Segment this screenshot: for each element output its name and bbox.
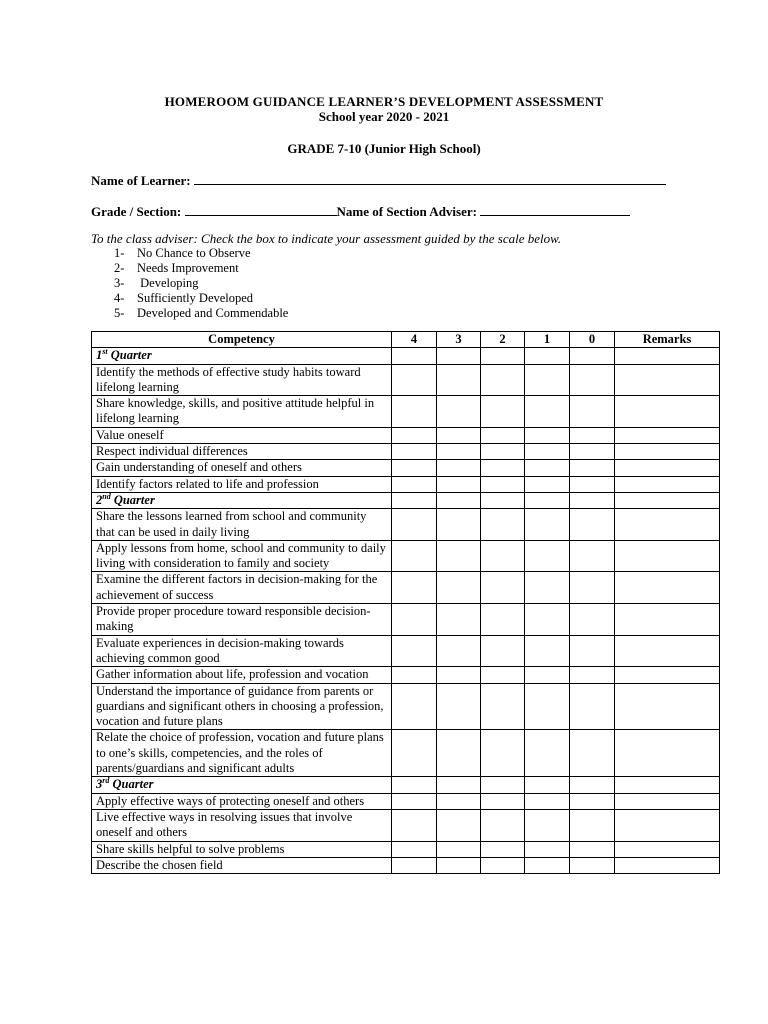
score-checkbox-cell[interactable] bbox=[525, 635, 570, 667]
score-checkbox-cell[interactable] bbox=[481, 540, 525, 572]
remarks-cell[interactable] bbox=[615, 683, 720, 730]
score-checkbox-cell[interactable] bbox=[392, 635, 437, 667]
score-checkbox-cell[interactable] bbox=[570, 476, 615, 492]
competency-cell: Gather information about life, profession and vocation bbox=[92, 667, 392, 683]
scale-item bbox=[114, 291, 288, 306]
quarter-suffix: rd bbox=[102, 776, 110, 786]
score-checkbox-cell[interactable] bbox=[481, 604, 525, 636]
table-row bbox=[92, 572, 720, 604]
scale-item bbox=[114, 306, 288, 321]
score-checkbox-cell[interactable] bbox=[570, 683, 615, 730]
table-header-row bbox=[92, 332, 720, 348]
score-checkbox-cell[interactable] bbox=[481, 730, 525, 777]
competency-header: Competency bbox=[92, 332, 392, 348]
score-checkbox-cell[interactable] bbox=[525, 809, 570, 841]
quarter-row bbox=[92, 348, 720, 364]
competency-cell: Respect individual differences bbox=[92, 444, 392, 460]
score-checkbox-cell[interactable] bbox=[481, 348, 525, 364]
score-header: 0 bbox=[570, 332, 615, 348]
score-checkbox-cell[interactable] bbox=[392, 841, 437, 857]
table-row bbox=[92, 604, 720, 636]
score-checkbox-cell[interactable] bbox=[392, 444, 437, 460]
score-checkbox-cell[interactable] bbox=[570, 509, 615, 541]
score-checkbox-cell[interactable] bbox=[525, 683, 570, 730]
score-checkbox-cell[interactable] bbox=[392, 857, 437, 873]
competency-cell: Share skills helpful to solve problems bbox=[92, 841, 392, 857]
score-checkbox-cell[interactable] bbox=[392, 427, 437, 443]
score-checkbox-cell[interactable] bbox=[392, 730, 437, 777]
remarks-cell[interactable] bbox=[615, 444, 720, 460]
competency-cell: Apply lessons from home, school and community to daily living with consideration to family and society bbox=[92, 540, 392, 572]
score-checkbox-cell[interactable] bbox=[481, 460, 525, 476]
score-header: 4 bbox=[392, 332, 437, 348]
score-checkbox-cell[interactable] bbox=[437, 460, 481, 476]
score-checkbox-cell[interactable] bbox=[481, 857, 525, 873]
score-checkbox-cell[interactable] bbox=[437, 348, 481, 364]
scale-label: Needs Improvement bbox=[137, 261, 239, 275]
score-checkbox-cell[interactable] bbox=[525, 427, 570, 443]
score-checkbox-cell[interactable] bbox=[437, 777, 481, 793]
adviser-label: Name of Section Adviser: bbox=[336, 204, 477, 219]
score-checkbox-cell[interactable] bbox=[481, 809, 525, 841]
score-checkbox-cell[interactable] bbox=[392, 509, 437, 541]
score-checkbox-cell[interactable] bbox=[437, 476, 481, 492]
remarks-cell[interactable] bbox=[615, 793, 720, 809]
competency-cell: Provide proper procedure toward responsible decision-making bbox=[92, 604, 392, 636]
score-checkbox-cell[interactable] bbox=[392, 777, 437, 793]
table-row bbox=[92, 857, 720, 873]
score-checkbox-cell[interactable] bbox=[437, 793, 481, 809]
remarks-cell[interactable] bbox=[615, 667, 720, 683]
score-checkbox-cell[interactable] bbox=[570, 348, 615, 364]
remarks-header: Remarks bbox=[615, 332, 720, 348]
table-row bbox=[92, 683, 720, 730]
scale-item bbox=[114, 261, 288, 276]
score-checkbox-cell[interactable] bbox=[392, 348, 437, 364]
score-checkbox-cell[interactable] bbox=[437, 809, 481, 841]
score-checkbox-cell[interactable] bbox=[570, 572, 615, 604]
score-checkbox-cell[interactable] bbox=[525, 540, 570, 572]
score-checkbox-cell[interactable] bbox=[481, 476, 525, 492]
competency-cell: Identify factors related to life and profession bbox=[92, 476, 392, 492]
quarter-word: Quarter bbox=[110, 492, 155, 507]
score-checkbox-cell[interactable] bbox=[525, 777, 570, 793]
competency-cell: Value oneself bbox=[92, 427, 392, 443]
score-checkbox-cell[interactable] bbox=[392, 683, 437, 730]
competency-cell: Evaluate experiences in decision-making towards achieving common good bbox=[92, 635, 392, 667]
scale-number: 1- bbox=[114, 246, 125, 260]
scale-number: 2- bbox=[114, 261, 125, 275]
form-title: HOMEROOM GUIDANCE LEARNER’S DEVELOPMENT ASSESSMENT bbox=[164, 94, 604, 109]
quarter-suffix: nd bbox=[102, 491, 111, 501]
score-checkbox-cell[interactable] bbox=[392, 540, 437, 572]
score-checkbox-cell[interactable] bbox=[570, 667, 615, 683]
score-checkbox-cell[interactable] bbox=[525, 396, 570, 428]
remarks-cell[interactable] bbox=[615, 730, 720, 777]
score-checkbox-cell[interactable] bbox=[481, 841, 525, 857]
quarter-label bbox=[92, 492, 392, 508]
remarks-cell[interactable] bbox=[615, 348, 720, 364]
score-checkbox-cell[interactable] bbox=[525, 348, 570, 364]
competency-cell: Gain understanding of oneself and others bbox=[92, 460, 392, 476]
score-checkbox-cell[interactable] bbox=[481, 509, 525, 541]
grade-level: GRADE 7-10 (Junior High School) bbox=[287, 141, 481, 156]
remarks-cell[interactable] bbox=[615, 492, 720, 508]
competency-cell: Describe the chosen field bbox=[92, 857, 392, 873]
score-checkbox-cell[interactable] bbox=[481, 427, 525, 443]
quarter-label bbox=[92, 777, 392, 793]
quarter-number: 1 bbox=[96, 348, 103, 363]
score-checkbox-cell[interactable] bbox=[437, 540, 481, 572]
score-checkbox-cell[interactable] bbox=[481, 364, 525, 396]
table-row bbox=[92, 509, 720, 541]
score-checkbox-cell[interactable] bbox=[437, 604, 481, 636]
competency-table bbox=[91, 331, 720, 874]
score-checkbox-cell[interactable] bbox=[481, 793, 525, 809]
score-checkbox-cell[interactable] bbox=[570, 841, 615, 857]
grade-section-blank[interactable] bbox=[185, 203, 337, 216]
score-checkbox-cell[interactable] bbox=[481, 396, 525, 428]
score-checkbox-cell[interactable] bbox=[437, 509, 481, 541]
rating-scale bbox=[114, 246, 288, 321]
score-checkbox-cell[interactable] bbox=[570, 364, 615, 396]
score-checkbox-cell[interactable] bbox=[525, 460, 570, 476]
section-line bbox=[91, 203, 630, 220]
score-checkbox-cell[interactable] bbox=[570, 730, 615, 777]
scale-number: 3- bbox=[114, 276, 125, 290]
adviser-blank[interactable] bbox=[480, 203, 630, 216]
score-checkbox-cell[interactable] bbox=[437, 364, 481, 396]
score-checkbox-cell[interactable] bbox=[525, 730, 570, 777]
score-checkbox-cell[interactable] bbox=[437, 841, 481, 857]
score-checkbox-cell[interactable] bbox=[481, 683, 525, 730]
score-checkbox-cell[interactable] bbox=[481, 667, 525, 683]
competency-cell: Understand the importance of guidance from parents or guardians and significant others in choosing a profession, vocation and future plans bbox=[92, 683, 392, 730]
score-checkbox-cell[interactable] bbox=[392, 396, 437, 428]
table-row bbox=[92, 793, 720, 809]
score-checkbox-cell[interactable] bbox=[570, 427, 615, 443]
score-checkbox-cell[interactable] bbox=[525, 857, 570, 873]
scale-label: Sufficiently Developed bbox=[137, 291, 254, 305]
score-checkbox-cell[interactable] bbox=[570, 492, 615, 508]
score-checkbox-cell[interactable] bbox=[437, 635, 481, 667]
score-checkbox-cell[interactable] bbox=[570, 604, 615, 636]
quarter-number: 3 bbox=[96, 777, 103, 792]
table-row bbox=[92, 364, 720, 396]
remarks-cell[interactable] bbox=[615, 540, 720, 572]
table-row bbox=[92, 540, 720, 572]
score-checkbox-cell[interactable] bbox=[481, 444, 525, 460]
scale-label: No Chance to Observe bbox=[137, 246, 251, 260]
competency-cell: Examine the different factors in decision-making for the achievement of success bbox=[92, 572, 392, 604]
scale-number: 4- bbox=[114, 291, 125, 305]
score-checkbox-cell[interactable] bbox=[392, 364, 437, 396]
competency-cell: Live effective ways in resolving issues that involve oneself and others bbox=[92, 809, 392, 841]
score-checkbox-cell[interactable] bbox=[437, 396, 481, 428]
remarks-cell[interactable] bbox=[615, 427, 720, 443]
learner-name-line bbox=[91, 172, 666, 189]
score-checkbox-cell[interactable] bbox=[570, 540, 615, 572]
remarks-cell[interactable] bbox=[615, 460, 720, 476]
table-row bbox=[92, 396, 720, 428]
score-checkbox-cell[interactable] bbox=[570, 635, 615, 667]
score-checkbox-cell[interactable] bbox=[481, 777, 525, 793]
grade-section-label: Grade / Section: bbox=[91, 204, 182, 219]
score-checkbox-cell[interactable] bbox=[481, 572, 525, 604]
quarter-word: Quarter bbox=[109, 777, 154, 792]
competency-cell: Share knowledge, skills, and positive attitude helpful in lifelong learning bbox=[92, 396, 392, 428]
table-row bbox=[92, 809, 720, 841]
remarks-cell[interactable] bbox=[615, 809, 720, 841]
competency-cell: Identify the methods of effective study habits toward lifelong learning bbox=[92, 364, 392, 396]
quarter-row bbox=[92, 492, 720, 508]
table-row bbox=[92, 427, 720, 443]
score-checkbox-cell[interactable] bbox=[525, 492, 570, 508]
score-header: 2 bbox=[481, 332, 525, 348]
score-checkbox-cell[interactable] bbox=[437, 857, 481, 873]
score-checkbox-cell[interactable] bbox=[570, 793, 615, 809]
school-year: School year 2020 - 2021 bbox=[318, 109, 450, 124]
remarks-cell[interactable] bbox=[615, 841, 720, 857]
table-row bbox=[92, 444, 720, 460]
score-checkbox-cell[interactable] bbox=[437, 492, 481, 508]
score-checkbox-cell[interactable] bbox=[570, 444, 615, 460]
quarter-word: Quarter bbox=[107, 348, 152, 363]
competency-cell: Share the lessons learned from school and community that can be used in daily living bbox=[92, 509, 392, 541]
remarks-cell[interactable] bbox=[615, 777, 720, 793]
remarks-cell[interactable] bbox=[615, 396, 720, 428]
table-row bbox=[92, 667, 720, 683]
score-checkbox-cell[interactable] bbox=[392, 492, 437, 508]
score-checkbox-cell[interactable] bbox=[392, 604, 437, 636]
score-checkbox-cell[interactable] bbox=[570, 809, 615, 841]
score-checkbox-cell[interactable] bbox=[525, 364, 570, 396]
score-checkbox-cell[interactable] bbox=[392, 809, 437, 841]
score-checkbox-cell[interactable] bbox=[437, 444, 481, 460]
score-checkbox-cell[interactable] bbox=[481, 635, 525, 667]
score-checkbox-cell[interactable] bbox=[392, 572, 437, 604]
score-checkbox-cell[interactable] bbox=[525, 476, 570, 492]
score-checkbox-cell[interactable] bbox=[525, 509, 570, 541]
learner-name-blank[interactable] bbox=[194, 172, 666, 185]
quarter-row bbox=[92, 777, 720, 793]
score-checkbox-cell[interactable] bbox=[437, 683, 481, 730]
table-row bbox=[92, 460, 720, 476]
score-checkbox-cell[interactable] bbox=[392, 793, 437, 809]
instruction-text: To the class adviser: Check the box to indicate your assessment guided by the scale below. bbox=[91, 231, 562, 246]
table-row bbox=[92, 476, 720, 492]
score-checkbox-cell[interactable] bbox=[392, 460, 437, 476]
score-checkbox-cell[interactable] bbox=[525, 604, 570, 636]
score-checkbox-cell[interactable] bbox=[570, 460, 615, 476]
scale-item bbox=[114, 246, 288, 261]
scale-label: Developing bbox=[137, 276, 199, 290]
score-checkbox-cell[interactable] bbox=[570, 857, 615, 873]
table-row bbox=[92, 730, 720, 777]
table-row bbox=[92, 635, 720, 667]
score-checkbox-cell[interactable] bbox=[525, 841, 570, 857]
table-row bbox=[92, 841, 720, 857]
score-checkbox-cell[interactable] bbox=[570, 396, 615, 428]
score-checkbox-cell[interactable] bbox=[437, 427, 481, 443]
score-checkbox-cell[interactable] bbox=[437, 730, 481, 777]
scale-number: 5- bbox=[114, 306, 125, 320]
score-checkbox-cell[interactable] bbox=[570, 777, 615, 793]
remarks-cell[interactable] bbox=[615, 604, 720, 636]
remarks-cell[interactable] bbox=[615, 857, 720, 873]
quarter-label bbox=[92, 348, 392, 364]
score-header: 3 bbox=[437, 332, 481, 348]
score-checkbox-cell[interactable] bbox=[525, 793, 570, 809]
score-checkbox-cell[interactable] bbox=[437, 572, 481, 604]
score-checkbox-cell[interactable] bbox=[392, 476, 437, 492]
competency-cell: Relate the choice of profession, vocation and future plans to one’s skills, competencies, and the roles of parents/guardians and significant adults bbox=[92, 730, 392, 777]
quarter-number: 2 bbox=[96, 492, 103, 507]
scale-item bbox=[114, 276, 288, 291]
remarks-cell[interactable] bbox=[615, 635, 720, 667]
quarter-suffix: st bbox=[102, 347, 108, 357]
score-checkbox-cell[interactable] bbox=[525, 667, 570, 683]
remarks-cell[interactable] bbox=[615, 476, 720, 492]
remarks-cell[interactable] bbox=[615, 364, 720, 396]
remarks-cell[interactable] bbox=[615, 509, 720, 541]
competency-cell: Apply effective ways of protecting oneself and others bbox=[92, 793, 392, 809]
learner-name-label: Name of Learner: bbox=[91, 173, 191, 188]
score-checkbox-cell[interactable] bbox=[437, 667, 481, 683]
remarks-cell[interactable] bbox=[615, 572, 720, 604]
scale-label: Developed and Commendable bbox=[137, 306, 289, 320]
score-checkbox-cell[interactable] bbox=[392, 667, 437, 683]
score-checkbox-cell[interactable] bbox=[525, 572, 570, 604]
score-checkbox-cell[interactable] bbox=[481, 492, 525, 508]
score-checkbox-cell[interactable] bbox=[525, 444, 570, 460]
score-header: 1 bbox=[525, 332, 570, 348]
